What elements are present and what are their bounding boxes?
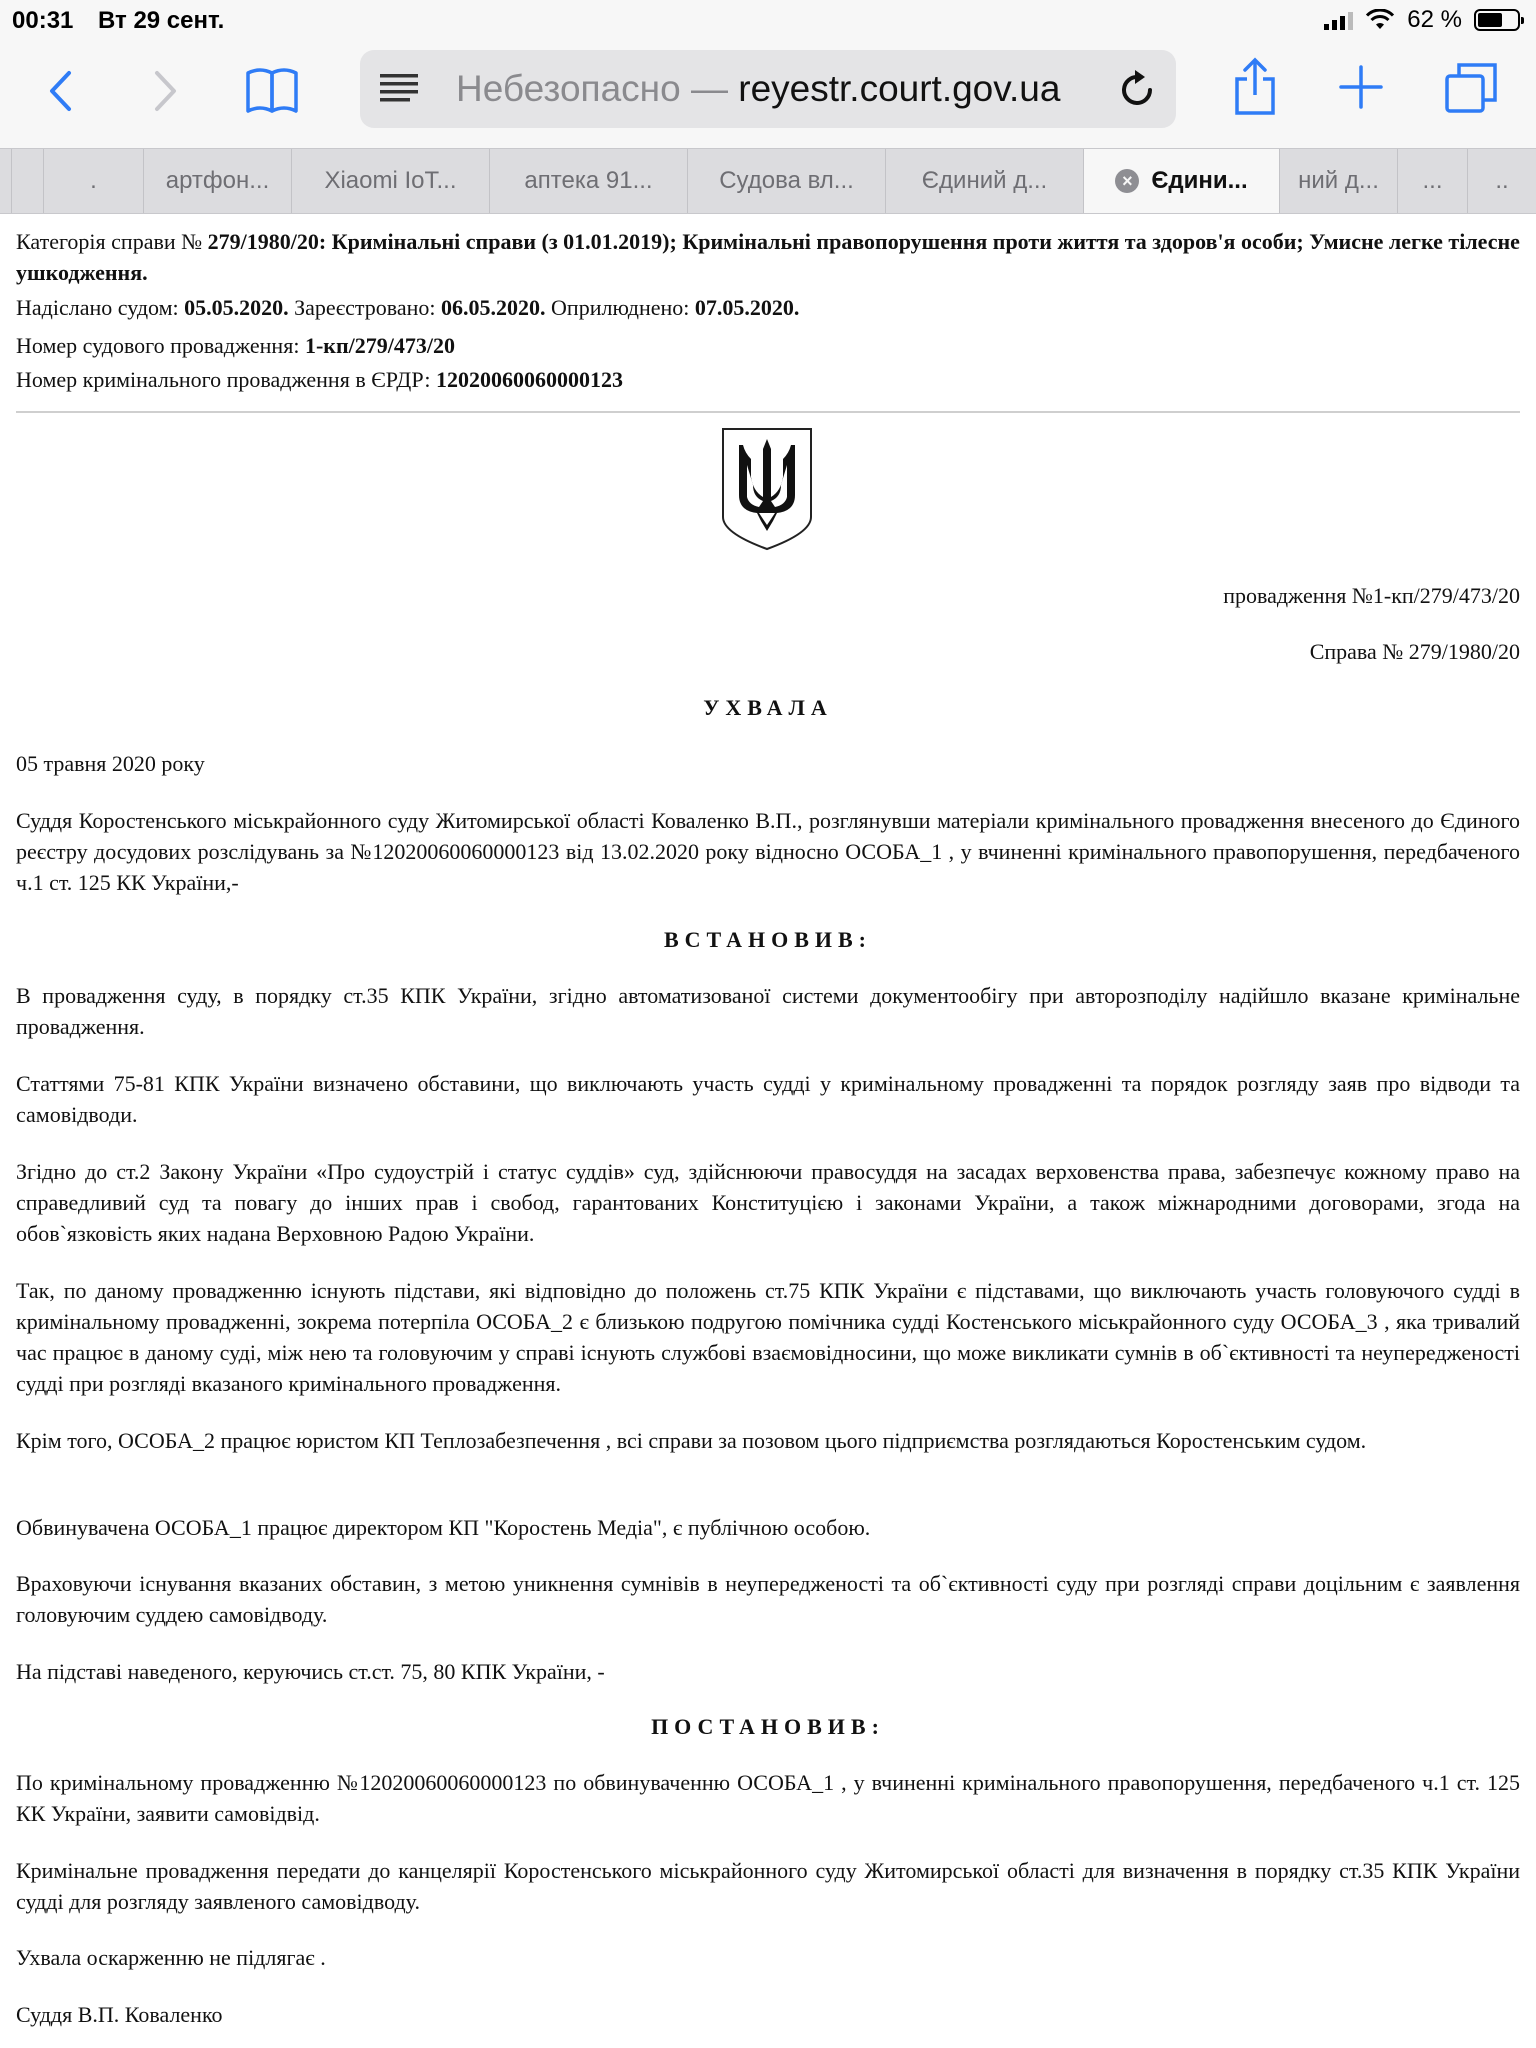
court-case-number <box>16 330 1520 361</box>
tab-label: .. <box>1495 167 1509 194</box>
paragraph-6: Обвинувачена ОСОБА_1 працює директором КП "Коростень Медіа", є публічною особою. <box>16 1515 871 1540</box>
registered-value: 06.05.2020. <box>441 295 546 320</box>
sent-label: Надіслано судом: <box>16 295 179 320</box>
battery-percent: 62 % <box>1407 6 1462 33</box>
category-label: Категорія справи № <box>16 229 203 254</box>
erdr-value: 12020060060000123 <box>435 367 623 392</box>
case-category <box>16 226 1520 288</box>
paragraph-7: Враховуючи існування вказаних обставин, з метою уникнення сумнівів в неупередженості та об`єктивності суду при розгляді справи доцільним є заявлення головуючим суддею самовідводу. <box>16 1571 1520 1627</box>
share-icon <box>1233 57 1277 117</box>
close-tab-icon[interactable]: × <box>1115 169 1139 193</box>
resolution-3: Ухвала оскарженню не підлягає . <box>16 1945 326 1970</box>
case-reference: Справа № 279/1980/20 <box>1309 639 1520 664</box>
insecure-label: Небезопасно — <box>456 68 728 109</box>
tab-0[interactable] <box>44 149 144 213</box>
erdr-number <box>16 364 1520 395</box>
cellular-signal-icon <box>1324 10 1353 30</box>
paragraph-1: В провадження суду, в порядку ст.35 КПК України, згідно автоматизованої системи документообігу при авторозподілу надійшло вказане кримінальне провадження. <box>16 983 1520 1039</box>
tab-active[interactable] <box>1084 149 1280 213</box>
published-value: 07.05.2020. <box>694 295 800 320</box>
tab-4[interactable] <box>688 149 886 213</box>
chevron-right-icon <box>154 70 178 112</box>
browser-toolbar <box>0 40 1536 148</box>
document-date: 05 травня 2020 року <box>16 751 205 776</box>
registered-label: Зареєстровано: <box>294 295 436 320</box>
url-host: reyestr.court.gov.ua <box>738 68 1061 109</box>
plus-icon <box>1339 65 1383 109</box>
tab-label: ний д... <box>1298 167 1379 194</box>
tabs-overview-button[interactable] <box>1442 60 1500 116</box>
published-label: Оприлюднено: <box>551 295 690 320</box>
tab-bar <box>0 148 1536 214</box>
tab-5[interactable] <box>886 149 1084 213</box>
erdr-label: Номер кримінального провадження в ЄРДР: <box>16 367 431 392</box>
bookmarks-button[interactable] <box>240 60 304 120</box>
tab-2[interactable] <box>292 149 490 213</box>
tab-edge-2 <box>12 149 44 213</box>
tab-edge <box>0 149 12 213</box>
tabs-icon <box>1444 62 1498 114</box>
tab-3[interactable] <box>490 149 688 213</box>
tab-label: . <box>90 167 97 194</box>
battery-icon <box>1474 9 1520 31</box>
url-text <box>456 68 1060 110</box>
case-dates <box>16 292 1520 323</box>
status-indicators <box>1324 6 1520 34</box>
coat-of-arms-icon <box>719 425 815 553</box>
tab-label: Єдиний д... <box>921 167 1048 194</box>
paragraph-3: Згідно до ст.2 Закону України «Про судоустрій і статус суддів» суд, здійснюючи правосуддя на засадах верховенства права, забезпечує кожному право на справедливий суд та повагу до інших прав і свобод, гарантованих Конституцією і законами України, а також міжнародними договорами, згода на обов`язковість яких надана Верховною Радою України. <box>16 1159 1520 1246</box>
tab-label: Xiaomi IoT... <box>324 167 457 194</box>
reload-icon[interactable] <box>1118 68 1158 110</box>
tab-label: аптека 91... <box>524 167 653 194</box>
resolved-heading: ПОСТАНОВИВ: <box>651 1714 885 1739</box>
tab-label: артфон... <box>165 167 270 194</box>
paragraph-2: Статтями 75-81 КПК України визначено обставини, що виключають участь судді у кримінальному провадженні та порядок розгляду заяв про відводи та самовідводи. <box>16 1071 1520 1127</box>
paragraph-4: Так, по даному провадженню існують підстави, які відповідно до положень ст.75 КПК України є підставами, що виключають участь головуючого судді в кримінальному провадженні, зокрема потерпіла ОСОБА_2 є близькою подругою помічника судді Костенського міськрайонного суду ОСОБА_3 , яка тривалий час працює в даному суді, між нею та головуючим у справі існують службові взаємовідносини, що може викликати сумнів в об`єктивності та неупередженості судді при розгляді вказаного кримінального провадження. <box>16 1278 1520 1396</box>
sent-value: 05.05.2020. <box>184 295 289 320</box>
tab-9[interactable] <box>1468 149 1536 213</box>
tab-label: ... <box>1422 167 1443 194</box>
proceeding-reference: провадження №1-кп/279/473/20 <box>1223 583 1520 608</box>
tab-7[interactable] <box>1280 149 1398 213</box>
divider <box>16 411 1520 413</box>
new-tab-button[interactable] <box>1336 62 1386 112</box>
tab-1[interactable] <box>144 149 292 213</box>
address-bar[interactable] <box>360 50 1176 128</box>
chevron-left-icon <box>48 70 72 112</box>
wifi-icon <box>1365 9 1395 31</box>
share-button[interactable] <box>1230 54 1280 120</box>
tab-label: Єдини... <box>1151 167 1248 194</box>
forward-button[interactable] <box>146 66 186 116</box>
resolution-1: По кримінальному провадженню №12020060060000123 по обвинуваченню ОСОБА_1 , у вчиненні кримінального правопорушення, передбаченого ч.1 ст. 125 КК України, заявити самовідвід. <box>16 1770 1520 1826</box>
document-title: УХВАЛА <box>703 695 833 720</box>
status-bar <box>0 0 1536 40</box>
established-heading: ВСТАНОВИВ: <box>663 927 873 952</box>
book-icon <box>244 65 300 115</box>
status-date: Вт 29 сент. <box>98 7 225 34</box>
category-value: 279/1980/20: Кримінальні справи (з 01.01.2019); Кримінальні правопорушення проти життя та здоров'я особи; Умисне легке тілесне ушкодження. <box>16 229 1520 285</box>
resolution-2: Кримінальне провадження передати до канцелярії Коростенського міськрайонного суду Житомирської області для визначення в порядку ст.35 КПК України судді для розгляду заявленого самовідводу. <box>16 1858 1520 1914</box>
reader-mode-icon[interactable] <box>378 70 420 106</box>
paragraph-8: На підставі наведеного, керуючись ст.ст. 75, 80 КПК України, - <box>16 1659 605 1684</box>
tab-label: Судова вл... <box>719 167 854 194</box>
intro-paragraph: Суддя Коростенського міськрайонного суду Житомирської області Коваленко В.П., розглянувши матеріали кримінального провадження внесеного до Єдиного реєстру досудових розслідувань за №12020060060000123 від 13.02.2020 року відносно ОСОБА_1 , у вчиненні кримінального правопорушення, передбаченого ч.1 ст. 125 КК України,- <box>16 808 1520 895</box>
paragraph-5: Крім того, ОСОБА_2 працює юристом КП Теплозабезпечення , всі справи за позовом цього підприємства розглядаються Коростенським судом. <box>16 1428 1367 1453</box>
court-case-value: 1-кп/279/473/20 <box>304 333 455 358</box>
judge-signature: Суддя В.П. Коваленко <box>16 2002 223 2027</box>
back-button[interactable] <box>40 66 80 116</box>
tab-8[interactable] <box>1398 149 1468 213</box>
status-time: 00:31 <box>12 7 74 34</box>
court-case-label: Номер судового провадження: <box>16 333 300 358</box>
